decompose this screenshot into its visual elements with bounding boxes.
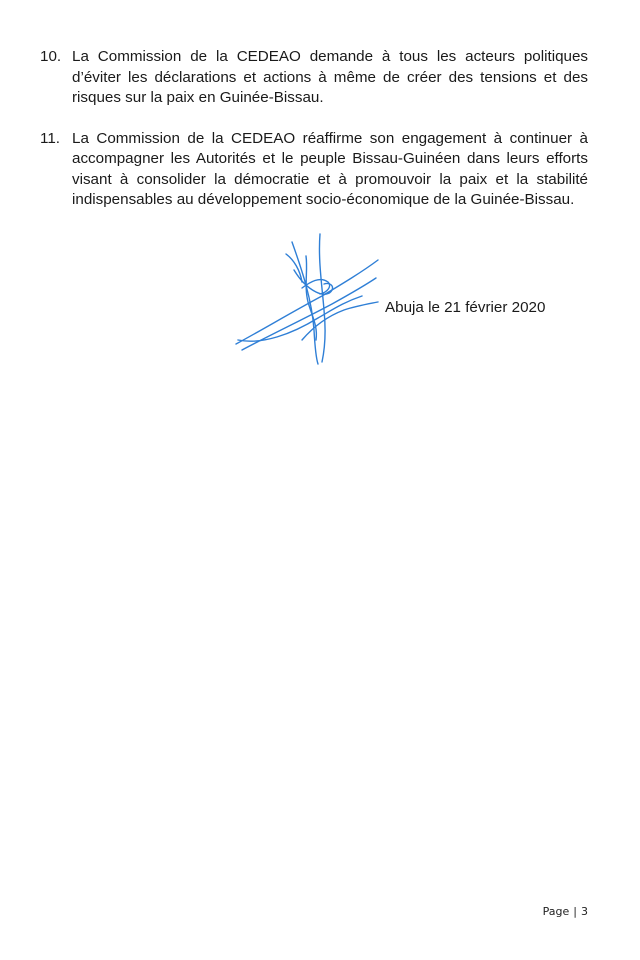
list-item-number: 11.	[40, 129, 60, 147]
list-item-text: La Commission de la CEDEAO réaffirme son engagement à continuer à accompagner les Autorités et le peuple Bissau-Guinéen dans leurs efforts visant à consolider la démocratie et à promouvoir la paix et la stabilité indispensables au développement socio-économique de la Guinée-Bissau.	[72, 129, 588, 208]
page-number: 3	[581, 905, 588, 918]
list-item	[40, 47, 588, 109]
signature-place-date: Abuja le 21 février 2020	[385, 299, 546, 316]
list-item-text: La Commission de la CEDEAO demande à tous les acteurs politiques d’éviter les déclarations et actions à même de créer des tensions et des risques sur la paix en Guinée-Bissau.	[72, 48, 588, 106]
list-item	[40, 129, 588, 211]
page-separator: |	[573, 905, 577, 918]
list-item-number: 10.	[40, 48, 62, 65]
numbered-list	[40, 47, 588, 231]
handwritten-signature	[232, 230, 382, 370]
page-label: Page	[542, 905, 570, 918]
page-footer	[543, 905, 588, 918]
